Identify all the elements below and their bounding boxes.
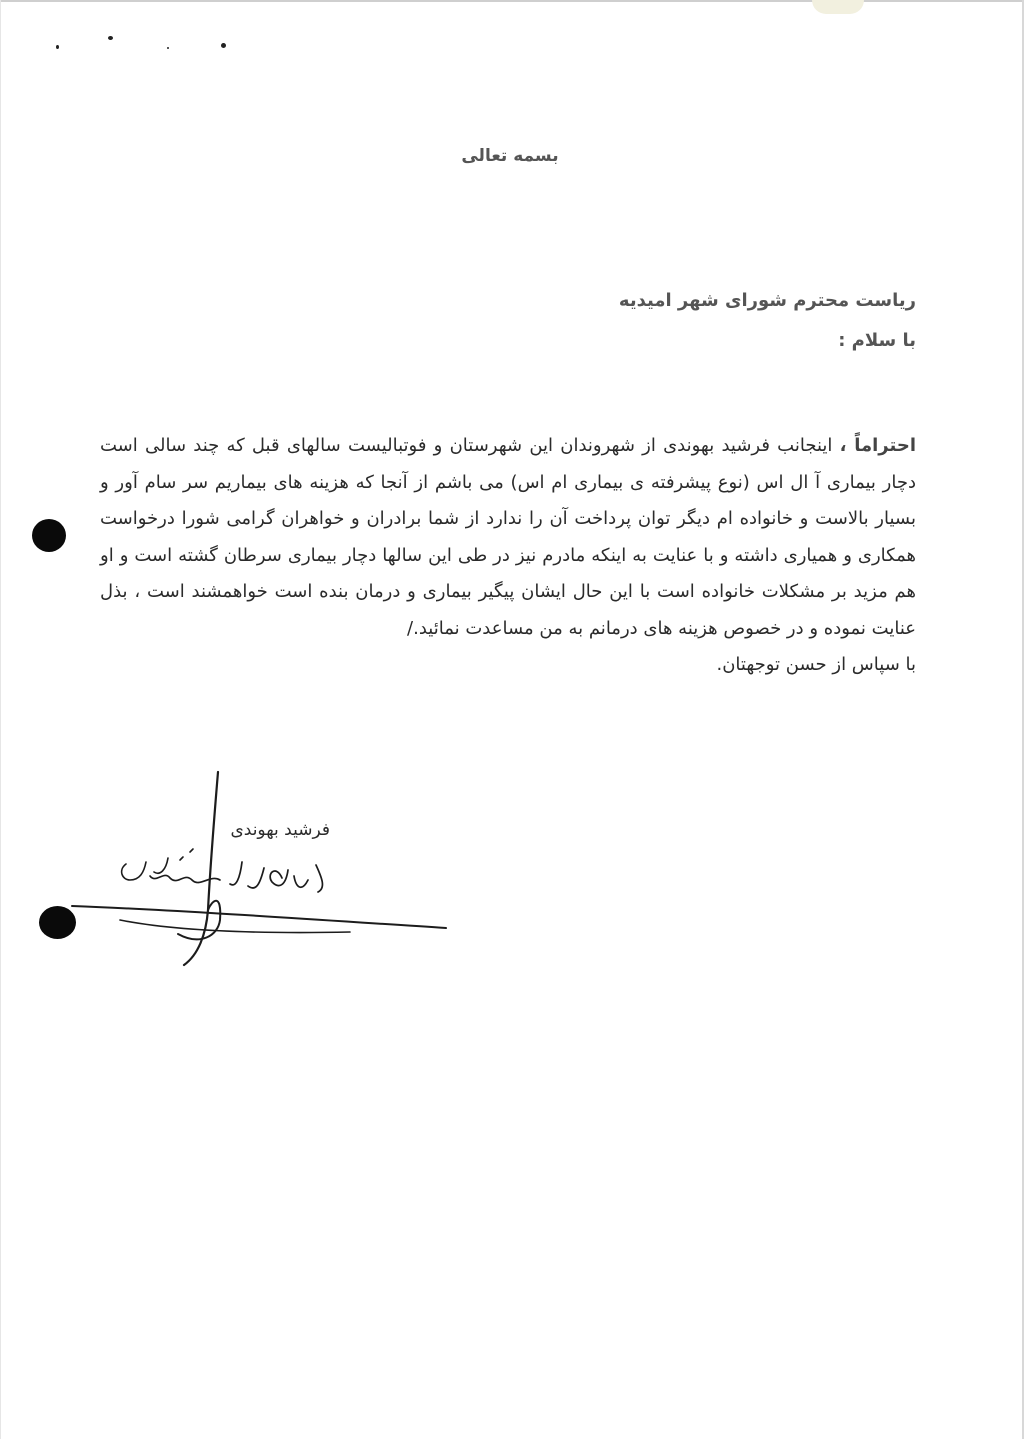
signer-name: فرشید بهوندی <box>230 820 330 840</box>
signature-stroke <box>178 901 220 940</box>
body-line <box>100 428 916 465</box>
scan-stain <box>812 0 864 14</box>
scan-edge-top <box>0 0 1024 2</box>
punch-hole-top <box>32 519 66 552</box>
closing-line: با سپاس از حسن توجهتان. <box>716 654 916 675</box>
letter-body <box>100 428 916 647</box>
lead-word: احتراماً ، <box>839 435 916 456</box>
signature-stroke <box>120 920 350 933</box>
body-line: همکاری و همیاری داشته و با عنایت به اینکه مادرم نیز در طی این سالها دچار بیماری سرطان گشته است و او <box>100 544 916 566</box>
scan-speck <box>108 36 113 40</box>
signature-stroke <box>180 849 193 860</box>
handwritten-signature <box>60 760 460 970</box>
scan-edge-left <box>0 0 1 1439</box>
greeting: با سلام : <box>838 330 916 351</box>
body-line: دچار بیماری آ ال اس (نوع پیشرفته ی بیماری ام اس) می باشم از آنجا که هزینه های بیماریم سر سام آور و <box>100 471 916 493</box>
body-line: هم مزید بر مشکلات خانواده است با این حال ایشان پیگیر بیماری و درمان بنده است خواهمشند است ، بذل <box>100 581 916 602</box>
signature-stroke <box>184 772 218 965</box>
body-line-text: اینجانب فرشید بهوندی از شهروندان این شهرستان و فوتبالیست سالهای قبل که چند سالی است <box>100 435 840 456</box>
addressee: ریاست محترم شورای شهر امیدیه <box>618 290 916 311</box>
body-line: بسیار بالاست و خانواده ام دیگر توان پرداخت آن را ندارد از شما برادران و خواهران گرامی شورا درخواست <box>100 508 916 529</box>
signature-stroke <box>230 862 322 892</box>
signature-stroke <box>72 906 446 928</box>
letter-heading: بسمه تعالی <box>461 146 559 166</box>
scan-speck <box>56 45 59 49</box>
scan-speck <box>167 47 169 49</box>
body-line: عنایت نموده و در خصوص هزینه های درمانم به من مساعدت نمائید./ <box>407 617 916 639</box>
scan-speck <box>221 43 226 48</box>
